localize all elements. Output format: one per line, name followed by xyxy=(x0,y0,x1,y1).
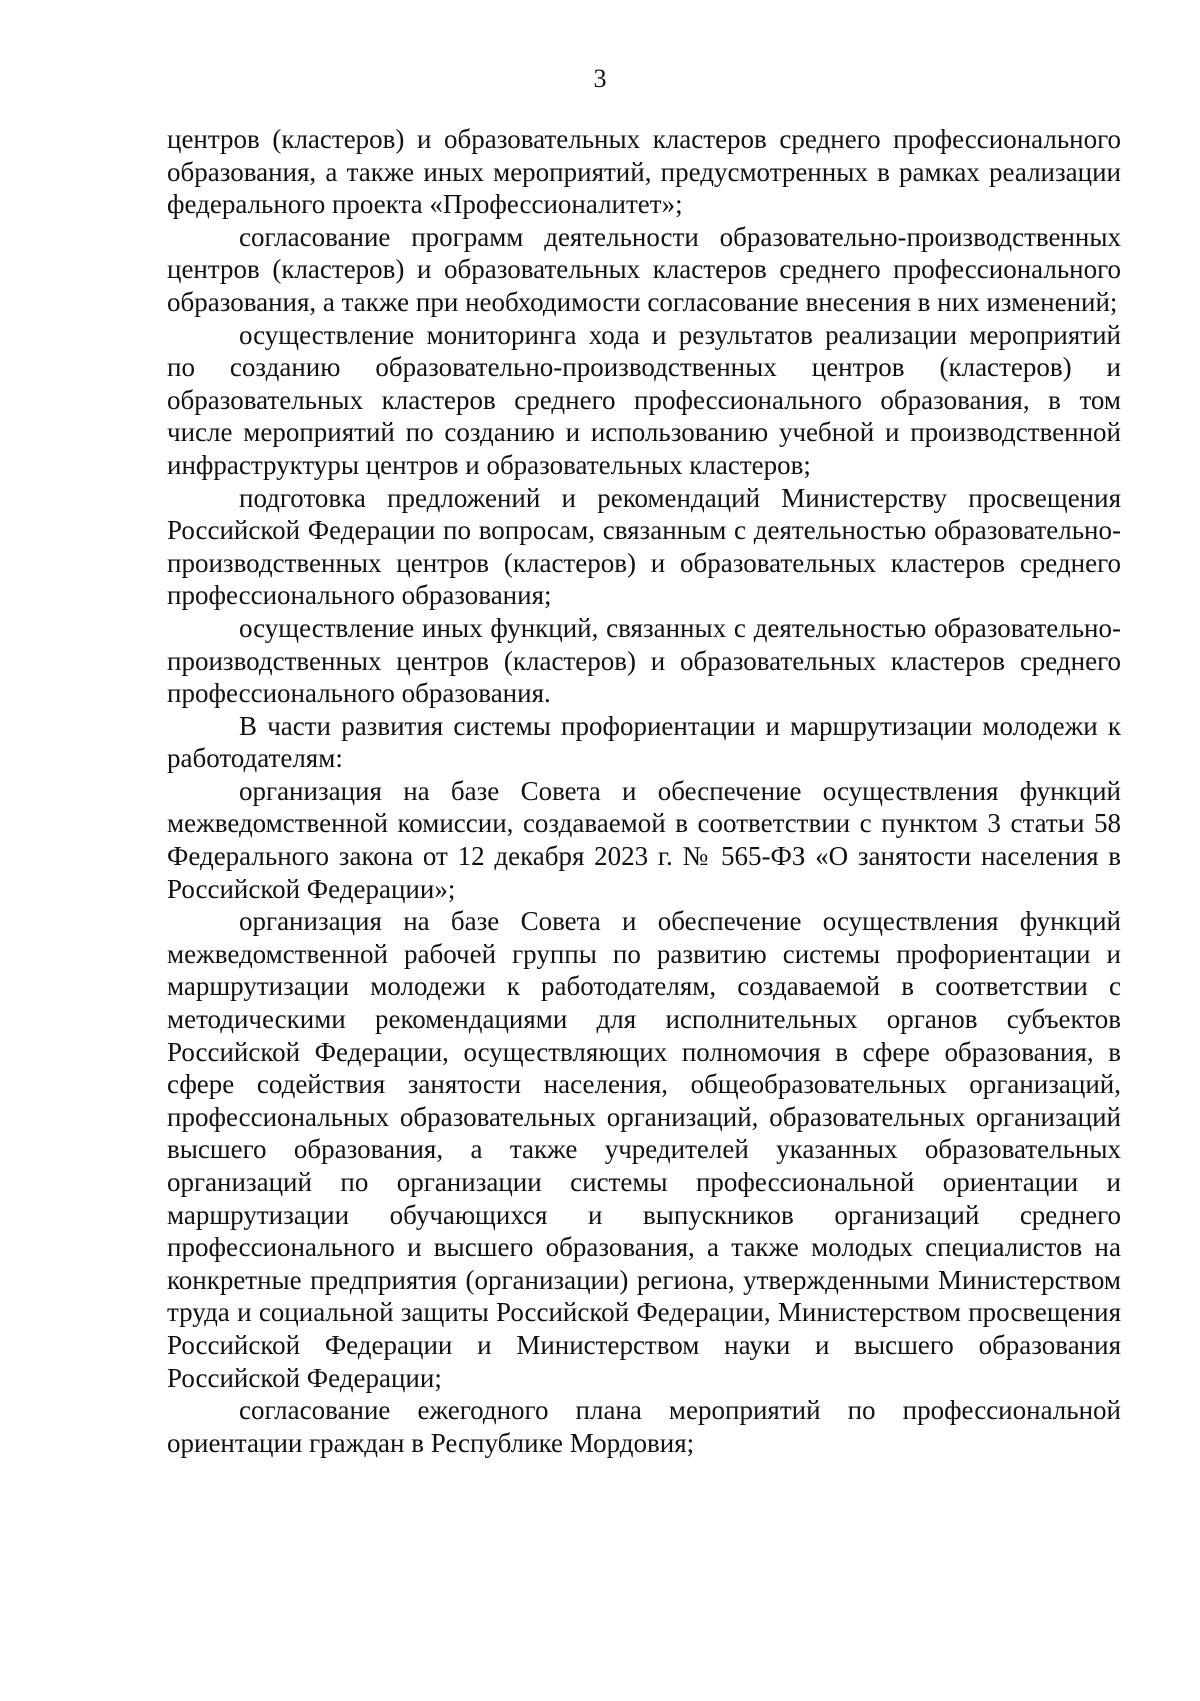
paragraph-interdepartmental-working-group: организация на базе Совета и обеспечение осуществления функций межведомственной рабочей группы по развитию системы профориентации и маршрутизации молодежи к работодателям, создаваемой в соответствии с методическими рекомендациями для исполнительных органов субъектов Российской Федерации, осуществляющих полномочия в сфере образования, в сфере содействия занятости населения, общеобразовательных организаций, профессиональных образовательных организаций, образовательных организаций высшего образования, а также учредителей указанных образовательных организаций по организации системы профессиональной ориентации и маршрутизации обучающихся и выпускников организаций среднего профессионального и высшего образования, а также молодых специалистов на конкретные предприятия (организации) региона, утвержденными Министерством труда и социальной защиты Российской Федерации, Министерством просвещения Российской Федерации и Министерством науки и высшего образования Российской Федерации; xyxy=(167,906,1121,1393)
paragraph-other-functions: осуществление иных функций, связанных с деятельностью образовательно-производственных центров (кластеров) и образовательных кластеров среднего профессионального образования. xyxy=(167,612,1121,709)
paragraph-interdepartmental-commission: организация на базе Совета и обеспечение осуществления функций межведомственной комиссии, создаваемой в соответствии с пунктом 3 статьи 58 Федерального закона от 12 декабря 2023 г. № 565-ФЗ «О занятости населения в Российской Федерации»; xyxy=(167,775,1121,904)
document-body xyxy=(167,123,1121,1459)
paragraph-monitoring: осуществление мониторинга хода и результатов реализации мероприятий по созданию образовательно-производственных центров (кластеров) и образовательных кластеров среднего профессионального образования, в том числе мероприятий по созданию и использованию учебной и производственной инфраструктуры центров и образовательных кластеров; xyxy=(167,319,1121,480)
paragraph-clusters-continuation: центров (кластеров) и образовательных кластеров среднего профессионального образования, а также иных мероприятий, предусмотренных в рамках реализации федерального проекта «Профессионалитет»; xyxy=(167,124,1121,220)
paragraph-career-guidance-heading: В части развития системы профориентации и маршрутизации молодежи к работодателям: xyxy=(167,710,1121,774)
page-number: 3 xyxy=(593,64,607,93)
paragraph-proposals: подготовка предложений и рекомендаций Министерству просвещения Российской Федерации по вопросам, связанным с деятельностью образовательно-производственных центров (кластеров) и образовательных кластеров среднего профессионального образования; xyxy=(167,482,1121,611)
paragraph-annual-plan: согласование ежегодного плана мероприятий по профессиональной ориентации граждан в Республике Мордовия; xyxy=(167,1395,1121,1458)
paragraph-program-approval: согласование программ деятельности образовательно-производственных центров (кластеров) и образовательных кластеров среднего профессионального образования, а также при необходимости согласование внесения в них изменений; xyxy=(167,221,1121,317)
